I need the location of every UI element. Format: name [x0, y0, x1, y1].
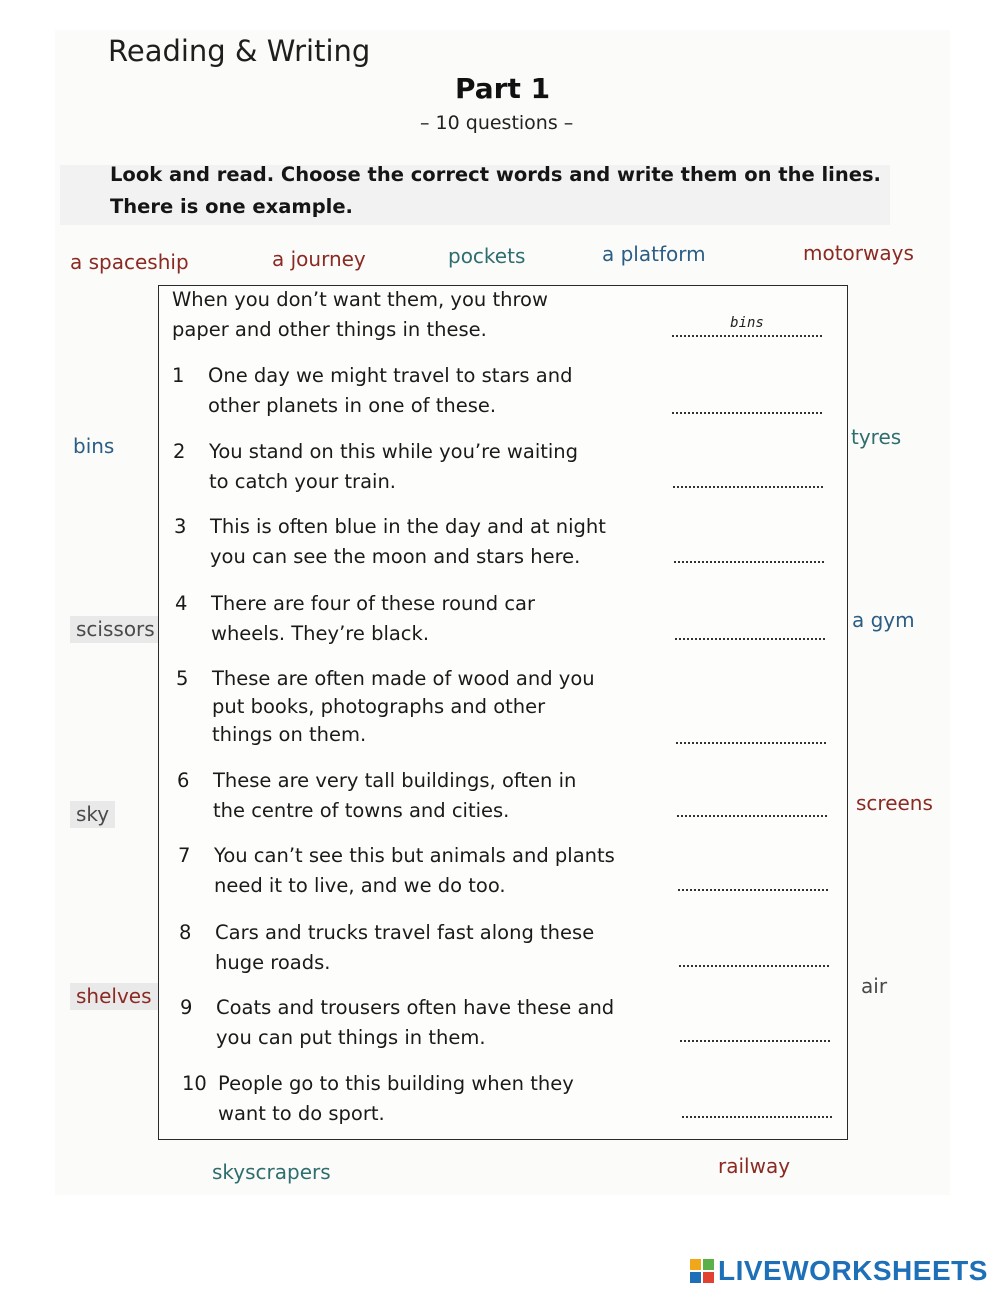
- answer-field-9[interactable]: [680, 1016, 830, 1042]
- word-tyres: tyres: [851, 425, 902, 449]
- question-number: 6: [177, 769, 190, 792]
- question-number: 9: [180, 996, 193, 1019]
- question-text: want to do sport.: [218, 1102, 385, 1125]
- word-sky: sky: [70, 801, 115, 828]
- example-line-2: paper and other things in these.: [172, 318, 487, 341]
- word-a-gym: a gym: [852, 608, 915, 632]
- part-title: Part 1: [455, 72, 551, 105]
- question-number: 2: [173, 440, 186, 463]
- question-number: 7: [178, 844, 191, 867]
- question-count: – 10 questions –: [420, 112, 574, 134]
- answer-field-3[interactable]: [674, 537, 824, 563]
- answer-field-5[interactable]: [676, 718, 826, 744]
- question-text: to catch your train.: [209, 470, 397, 493]
- instructions-line-2: There is one example.: [110, 195, 353, 218]
- question-number: 1: [172, 364, 185, 387]
- question-text: Coats and trousers often have these and: [216, 996, 615, 1019]
- question-text: other planets in one of these.: [208, 394, 497, 417]
- question-text: Cars and trucks travel fast along these: [215, 921, 595, 944]
- question-text: You stand on this while you’re waiting: [209, 440, 579, 463]
- liveworksheets-logo: [690, 1254, 988, 1288]
- word-air: air: [861, 974, 888, 998]
- answer-field-2[interactable]: [673, 462, 823, 488]
- word-shelves: shelves: [70, 983, 158, 1010]
- question-text: things on them.: [212, 723, 367, 746]
- question-text: This is often blue in the day and at night: [210, 515, 606, 538]
- question-number: 4: [175, 592, 188, 615]
- example-answer-field[interactable]: [672, 311, 822, 337]
- answer-field-8[interactable]: [679, 941, 829, 967]
- question-text: you can see the moon and stars here.: [210, 545, 581, 568]
- answer-field-10[interactable]: [682, 1092, 832, 1118]
- question-number: 5: [176, 667, 189, 690]
- answer-field-1[interactable]: [672, 388, 822, 414]
- question-text: These are very tall buildings, often in: [213, 769, 577, 792]
- answer-field-7[interactable]: [678, 865, 828, 891]
- answer-field-6[interactable]: [677, 791, 827, 817]
- question-text: the centre of towns and cities.: [213, 799, 510, 822]
- question-number: 8: [179, 921, 192, 944]
- word-screens: screens: [856, 791, 933, 815]
- question-text: huge roads.: [215, 951, 331, 974]
- question-text: One day we might travel to stars and: [208, 364, 573, 387]
- question-text: You can’t see this but animals and plants: [214, 844, 615, 867]
- answer-field-4[interactable]: [675, 614, 825, 640]
- word-a-platform: a platform: [602, 242, 706, 266]
- question-text: you can put things in them.: [216, 1026, 486, 1049]
- word-motorways: motorways: [803, 241, 914, 265]
- word-a-journey: a journey: [272, 247, 366, 271]
- question-number: 10: [182, 1072, 207, 1095]
- word-skyscrapers: skyscrapers: [212, 1160, 331, 1184]
- brand-name: LIVEWORKSHEETS: [718, 1255, 988, 1286]
- example-line-1: When you don’t want them, you throw: [172, 288, 548, 311]
- question-text: These are often made of wood and you: [212, 667, 595, 690]
- question-text: need it to live, and we do too.: [214, 874, 506, 897]
- question-text: put books, photographs and other: [212, 695, 546, 718]
- word-pockets: pockets: [448, 244, 526, 268]
- word-railway: railway: [718, 1154, 791, 1178]
- instructions-line-1: Look and read. Choose the correct words and write them on the lines.: [110, 163, 881, 186]
- liveworksheets-logo-icon: [690, 1259, 714, 1283]
- section-title: Reading & Writing: [108, 34, 371, 68]
- question-text: People go to this building when they: [218, 1072, 574, 1095]
- question-text: wheels. They’re black.: [211, 622, 430, 645]
- word-scissors: scissors: [70, 616, 161, 643]
- word-bins: bins: [73, 434, 115, 458]
- word-a-spaceship: a spaceship: [70, 250, 189, 274]
- question-number: 3: [174, 515, 187, 538]
- question-text: There are four of these round car: [211, 592, 536, 615]
